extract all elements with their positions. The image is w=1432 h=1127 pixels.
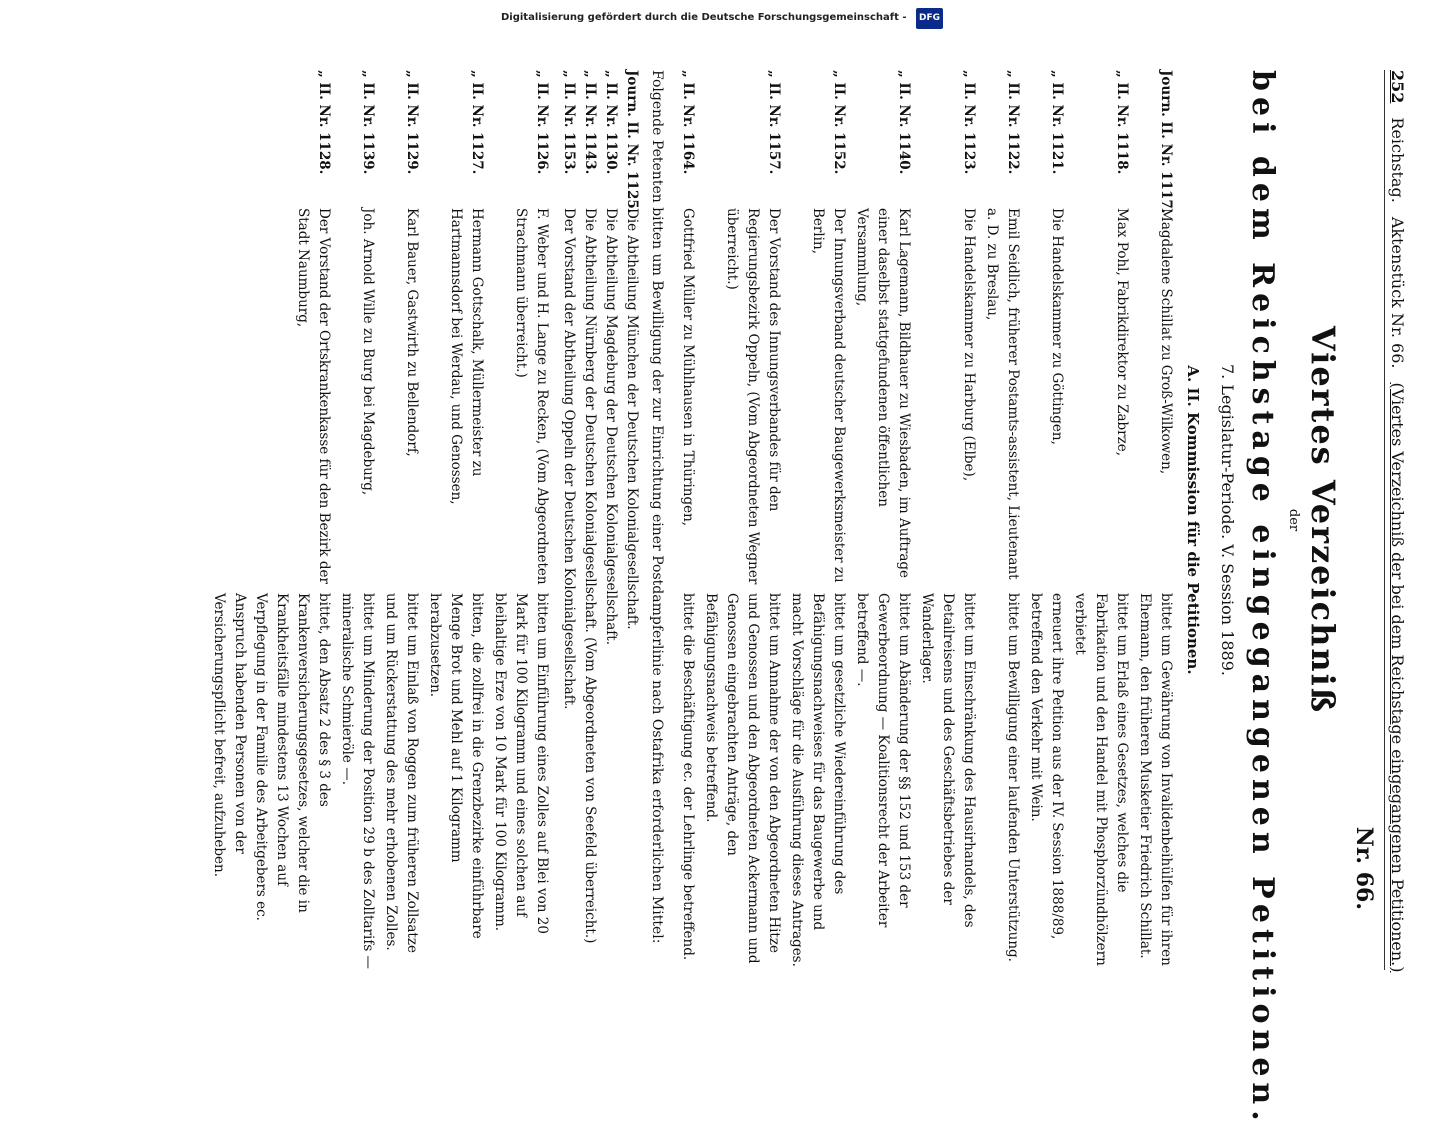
petition-request: bitten, die zollfrei in die Grenzbezirke einführbare Menge Brot und Mehl auf 1 Kilogramm herabzusetzen. bbox=[427, 593, 485, 939]
petition-entry bbox=[786, 70, 849, 970]
petition-request: bittet die Beschäftigung ec. der Lehrlinge betreffend. bbox=[680, 593, 696, 961]
document-number: Nr. 66. bbox=[1351, 826, 1377, 910]
petition-request: bitten um Einführung eines Zolles auf Blei von 20 Mark für 100 Kilogramm und eines solchen auf bleihaltige Erze von 10 Mark für 100 Kilogramm. bbox=[492, 593, 550, 934]
petition-entry bbox=[981, 70, 1023, 970]
group-petition-list bbox=[558, 70, 642, 970]
journal-ref: „ II. Nr. 1153. bbox=[561, 70, 577, 175]
journal-ref: Journ. II. Nr. 1117. bbox=[1158, 70, 1174, 214]
petitioner: Gottfried Müller zu Mühlhausen in Thüringen, bbox=[680, 208, 696, 527]
petitioner: Joh. Arnold Wille zu Burg bei Magdeburg, bbox=[360, 208, 376, 496]
journal-ref: „ II. Nr. 1118. bbox=[1114, 70, 1130, 175]
document-title: Viertes Verzeichniß bbox=[1304, 325, 1342, 715]
petition-entry bbox=[208, 70, 334, 970]
header-aktenstueck: Aktenstück Nr. 66. bbox=[1388, 216, 1407, 369]
group-petitioner: Die Abtheilung München der Deutschen Kolonialgesellschaft. bbox=[624, 208, 640, 630]
petition-request: bittet um Abänderung der §§ 152 und 153 der Gewerbeordnung — Koalitionsrecht der Arbeiter betreffend —. bbox=[854, 593, 912, 928]
petitioner: Hermann Gottschalk, Müllermeister zu Hartmannsdorf bei Werdau, und Genossen, bbox=[448, 208, 485, 505]
journal-ref: „ II. Nr. 1139. bbox=[360, 70, 376, 175]
petitioner: Der Vorstand des Innungsverbandes für den Regierungsbezirk Oppeln, (Vom Abgeordneten Wegner überreicht.) bbox=[724, 208, 782, 585]
petitioner: Karl Bauer, Gastwirth zu Bellendorf, bbox=[404, 208, 420, 457]
journal-ref: „ II. Nr. 1122. bbox=[1005, 70, 1021, 175]
journal-ref: „ II. Nr. 1123. bbox=[961, 70, 977, 175]
group-petitioner: Der Vorstand der Abtheilung Oppeln der Deutschen Kolonialgesellschaft. bbox=[561, 208, 577, 710]
sidebar-credit-text: Digitalisierung gefördert durch die Deutsche Forschungsgemeinschaft - bbox=[500, 12, 907, 24]
petition-request: bittet um Einlaß von Roggen zum früheren Zollsatze und um Rückerstattung des mehr erhobenen Zolles. bbox=[383, 593, 420, 953]
journal-ref: „ II. Nr. 1140. bbox=[896, 70, 912, 175]
petition-entry bbox=[916, 70, 979, 970]
petition-request: bittet um gesetzliche Wiedereinführung des Befähigungsnachweises für das Baugewerbe und macht Vorschläge für die Ausführung dieses Antrages. bbox=[789, 593, 847, 967]
petitioner: Die Handelskammer zu Göttingen, bbox=[1049, 208, 1065, 445]
petition-request: bittet, den Absatz 2 des § 3 des Krankenversicherungsgesetzes, welcher die in Krankheitsfälle mindestens 13 Wochen auf Verpflegung in der Familie des Arbeitgebers ec. Anspruch habenden Personen von der Versicherungspflicht befreit, aufzuheben. bbox=[211, 593, 332, 921]
petition-request: erneuert ihre Petition aus der IV. Session 1888/89, betreffend den Verkehr mit Wein. bbox=[1028, 593, 1065, 940]
page-header bbox=[1384, 70, 1408, 973]
group-petitioner: Die Abtheilung Nürnberg der Deutschen Kolonialgesellschaft. (Vom Abgeordneten von Seefeld überreicht.) bbox=[582, 208, 598, 944]
petitioner: Max Pohl, Fabrikdirektor zu Zabrze, bbox=[1114, 208, 1130, 457]
petition-list-2 bbox=[208, 70, 552, 970]
journal-ref: „ II. Nr. 1121. bbox=[1049, 70, 1065, 175]
journal-ref: „ II. Nr. 1164. bbox=[680, 70, 696, 175]
title-connector: der bbox=[1286, 508, 1301, 532]
journal-ref: „ II. Nr. 1129. bbox=[404, 70, 420, 175]
petitioner: Der Innungsverband deutscher Baugewerksmeister zu Berlin, bbox=[810, 208, 847, 583]
petition-entry bbox=[380, 70, 422, 970]
petitioner: Die Handelskammer zu Harburg (Elbe), bbox=[961, 208, 977, 482]
group-petitioner: Die Abtheilung Magdeburg der Deutschen Kolonialgesellschaft. bbox=[603, 208, 619, 646]
document-subtitle: bei dem Reichstage eingegangenen Petitionen. bbox=[1245, 70, 1280, 1127]
page-number: 252 bbox=[1388, 70, 1407, 104]
section-heading: A. II. Kommission für die Petitionen. bbox=[1184, 365, 1202, 675]
journal-ref: „ II. Nr. 1126. bbox=[534, 70, 550, 175]
header-reichstag: Reichstag. bbox=[1388, 117, 1407, 203]
petition-request: bittet um Annahme der von den Abgeordneten Hitze und Genossen und den Abgeordneten Ackermann und Genossen eingebrachten Anträge, den Befähigungsnachweis betreffend. bbox=[703, 593, 782, 964]
journal-ref: „ II. Nr. 1157. bbox=[766, 70, 782, 175]
petition-request: bittet um Minderung der Position 29 b des Zolltarifs — mineralische Schmieröle —. bbox=[339, 593, 376, 970]
sidebar-credit bbox=[501, 7, 943, 29]
journal-ref: „ II. Nr. 1152. bbox=[831, 70, 847, 175]
dfg-logo: DFG bbox=[916, 8, 943, 29]
petition-entry bbox=[489, 70, 552, 970]
petition-entry bbox=[336, 70, 378, 970]
legislature-period: 7. Legislatur-Periode. V. Session 1889. bbox=[1218, 364, 1237, 676]
petition-request: bittet um Gewährung von Invalidenbeihülfen für ihren Ehemann, den früheren Musketier Friedrich Schillat. bbox=[1137, 593, 1174, 966]
petition-entry bbox=[851, 70, 914, 970]
petition-request: bittet um Bewilligung einer laufenden Unterstützung. bbox=[1005, 593, 1021, 962]
journal-ref: „ II. Nr. 1128. bbox=[316, 70, 332, 175]
running-title: (Viertes Verzeichniß der bei dem Reichstage eingegangenen Petitionen.) bbox=[1388, 382, 1407, 973]
petition-entry bbox=[1134, 70, 1176, 970]
petitioner: Magdalene Schillat zu Groß-Wilkowen, bbox=[1158, 208, 1174, 475]
petition-list bbox=[677, 70, 1176, 970]
digitization-sidebar bbox=[22, 6, 1422, 30]
petition-entry bbox=[424, 70, 487, 970]
petition-request: bittet um Erlaß eines Gesetzes, welches die Fabrikation und den Handel mit Phosphorzündhölzern verbietet bbox=[1072, 593, 1130, 966]
journal-ref: Journ. II. Nr. 1125. bbox=[624, 70, 640, 214]
petition-entry bbox=[677, 70, 698, 970]
journal-ref: „ II. Nr. 1143. bbox=[582, 70, 598, 175]
journal-ref: „ II. Nr. 1130. bbox=[603, 70, 619, 175]
petitioner: Der Vorstand der Ortskrankenkasse für den Bezirk der Stadt Naumburg, bbox=[295, 208, 332, 584]
journal-ref: „ II. Nr. 1127. bbox=[469, 70, 485, 175]
petition-entry bbox=[700, 70, 784, 970]
group-petition-intro: Folgende Petenten bitten um Bewilligung der zur Einrichtung einer Postdampferlinie nach Ostafrika erforderlichen Mittel: bbox=[649, 70, 665, 944]
petition-entry bbox=[1069, 70, 1132, 970]
petition-request: bittet um Einschränkung des Hausirhandels, des Detailreisens und des Geschäftsbetriebes der Wanderlager. bbox=[919, 593, 977, 928]
petitioner: Karl Lagemann, Bildhauer zu Wiesbaden, im Auftrage einer daselbst stattgefundenen öffentlichen Versammlung, bbox=[854, 208, 912, 579]
petitioner: F. Weber und H. Lange zu Recken, (Vom Abgeordneten Strachmann überreicht.) bbox=[513, 208, 550, 585]
petitioner: Emil Seidlich, früherer Postamts-assistent, Lieutenant a. D. zu Breslau, bbox=[984, 208, 1021, 580]
petition-entry bbox=[1025, 70, 1067, 970]
